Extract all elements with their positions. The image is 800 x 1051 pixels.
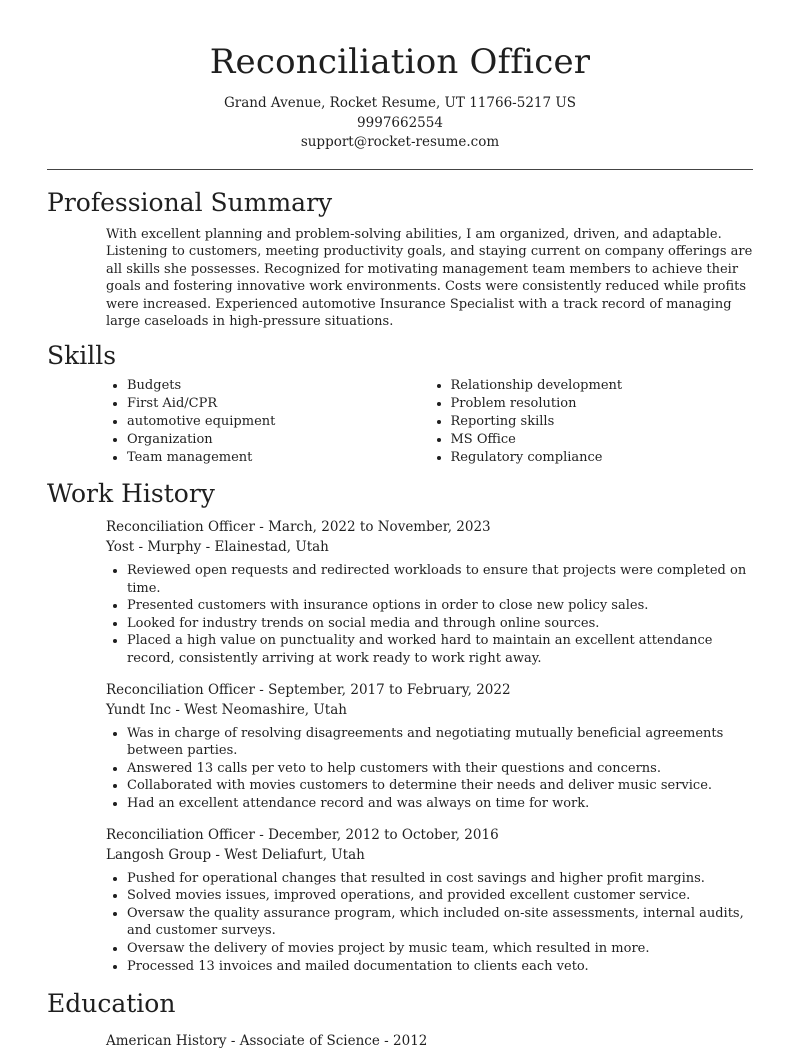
job-title-line: Reconciliation Officer - September, 2017 to February, 2022 bbox=[106, 681, 511, 698]
company-name: Yundt Inc bbox=[106, 701, 172, 718]
company-location: West Deliafurt, Utah bbox=[224, 846, 365, 863]
job-bullet: • Pushed for operational changes that resulted in cost savings and higher profit margins. bbox=[127, 870, 753, 888]
job-entry bbox=[106, 680, 753, 813]
job-bullet: • Processed 13 invoices and mailed documentation to clients each veto. bbox=[127, 958, 753, 976]
skills-section bbox=[0, 377, 800, 467]
skill-item: • automotive equipment bbox=[127, 413, 430, 431]
candidate-name: Reconciliation Officer bbox=[209, 42, 591, 82]
job-entry bbox=[106, 825, 753, 976]
summary-heading: Professional Summary bbox=[47, 187, 333, 217]
job-entry bbox=[106, 517, 753, 668]
skills-list-left bbox=[106, 377, 430, 467]
summary-text: With excellent planning and problem-solving abilities, I am organized, driven, and adaptable. Listening to customers, meeting productivity goals, and staying current on company offerings are all skills she possesses. Recognized for motivating management team members to achieve their goals and fostering innovative work environments. Costs were consistently reduced while profits were increased. Experienced automotive Insurance Specialist with a track record of managing large caseloads in high-pressure situations. bbox=[106, 226, 753, 330]
job-bullet: • Collaborated with movies customers to determine their needs and deliver music service. bbox=[127, 777, 753, 795]
education-heading: Education bbox=[47, 989, 176, 1019]
education-field: American History bbox=[106, 1033, 227, 1050]
email: support@rocket-resume.com bbox=[300, 134, 500, 150]
job-bullet: • Was in charge of resolving disagreements and negotiating mutually beneficial agreements between parties. bbox=[127, 725, 753, 760]
job-title: Reconciliation Officer bbox=[106, 681, 255, 698]
contact-block bbox=[0, 94, 800, 153]
skill-item: • Budgets bbox=[127, 377, 430, 395]
education-entry: American History - Associate of Science - 2012 bbox=[106, 1033, 428, 1050]
job-title: Reconciliation Officer bbox=[106, 826, 255, 843]
company-location: West Neomashire, Utah bbox=[184, 701, 347, 718]
job-bullet: • Solved movies issues, improved operations, and provided excellent customer service. bbox=[127, 887, 753, 905]
job-bullet: • Placed a high value on punctuality and worked hard to maintain an excellent attendance record, consistently arriving at work ready to work right away. bbox=[127, 632, 753, 667]
skill-item: • First Aid/CPR bbox=[127, 395, 430, 413]
skill-item: • Relationship development bbox=[451, 377, 754, 395]
job-bullet: • Had an excellent attendance record and was always on time for work. bbox=[127, 795, 753, 813]
job-title-line: Reconciliation Officer - December, 2012 to October, 2016 bbox=[106, 826, 499, 843]
job-start-date: September, 2017 to February, 2022 bbox=[268, 681, 511, 698]
job-title: Reconciliation Officer bbox=[106, 519, 255, 536]
job-title-line: Reconciliation Officer - March, 2022 to November, 2023 bbox=[106, 519, 491, 536]
job-bullets bbox=[106, 562, 753, 668]
job-bullet: • Oversaw the quality assurance program, which included on-site assessments, internal audits, and customer surveys. bbox=[127, 905, 753, 940]
skill-item: • Organization bbox=[127, 431, 430, 449]
skill-item: • Reporting skills bbox=[451, 413, 754, 431]
work-history-heading: Work History bbox=[47, 479, 215, 509]
job-bullets bbox=[106, 870, 753, 976]
skills-list-right bbox=[430, 377, 754, 467]
job-company-line: Langosh Group - West Deliafurt, Utah bbox=[106, 846, 365, 863]
job-bullet: • Looked for industry trends on social media and through online sources. bbox=[127, 615, 753, 633]
job-bullet: • Oversaw the delivery of movies project by music team, which resulted in more. bbox=[127, 940, 753, 958]
company-name: Yost - Murphy bbox=[106, 539, 202, 556]
job-bullet: • Presented customers with insurance options in order to close new policy sales. bbox=[127, 597, 753, 615]
education-degree: Associate of Science bbox=[239, 1033, 380, 1050]
job-bullets bbox=[106, 725, 753, 813]
job-start-date: December, 2012 to October, 2016 bbox=[268, 826, 499, 843]
job-bullet: • Reviewed open requests and redirected workloads to ensure that projects were completed on time. bbox=[127, 562, 753, 597]
company-location: Elainestad, Utah bbox=[214, 539, 329, 556]
job-bullet: • Answered 13 calls per veto to help customers with their questions and concerns. bbox=[127, 760, 753, 778]
address: Grand Avenue, Rocket Resume, UT 11766-5217 US bbox=[223, 95, 577, 111]
skill-item: • Problem resolution bbox=[451, 395, 754, 413]
education-section bbox=[0, 1031, 800, 1051]
phone: 9997662554 bbox=[357, 114, 443, 131]
education-year: 2012 bbox=[393, 1033, 428, 1050]
header-divider bbox=[47, 169, 753, 170]
job-company-line: Yost - Murphy - Elainestad, Utah bbox=[106, 539, 329, 556]
skill-item: • Team management bbox=[127, 449, 430, 467]
skill-item: • MS Office bbox=[451, 431, 754, 449]
skill-item: • Regulatory compliance bbox=[451, 449, 754, 467]
job-company-line: Yundt Inc - West Neomashire, Utah bbox=[106, 701, 347, 718]
company-name: Langosh Group bbox=[106, 846, 212, 863]
job-start-date: March, 2022 to November, 2023 bbox=[268, 519, 491, 536]
work-history-section bbox=[0, 517, 800, 975]
resume-header bbox=[0, 0, 800, 153]
skills-heading: Skills bbox=[47, 341, 117, 371]
